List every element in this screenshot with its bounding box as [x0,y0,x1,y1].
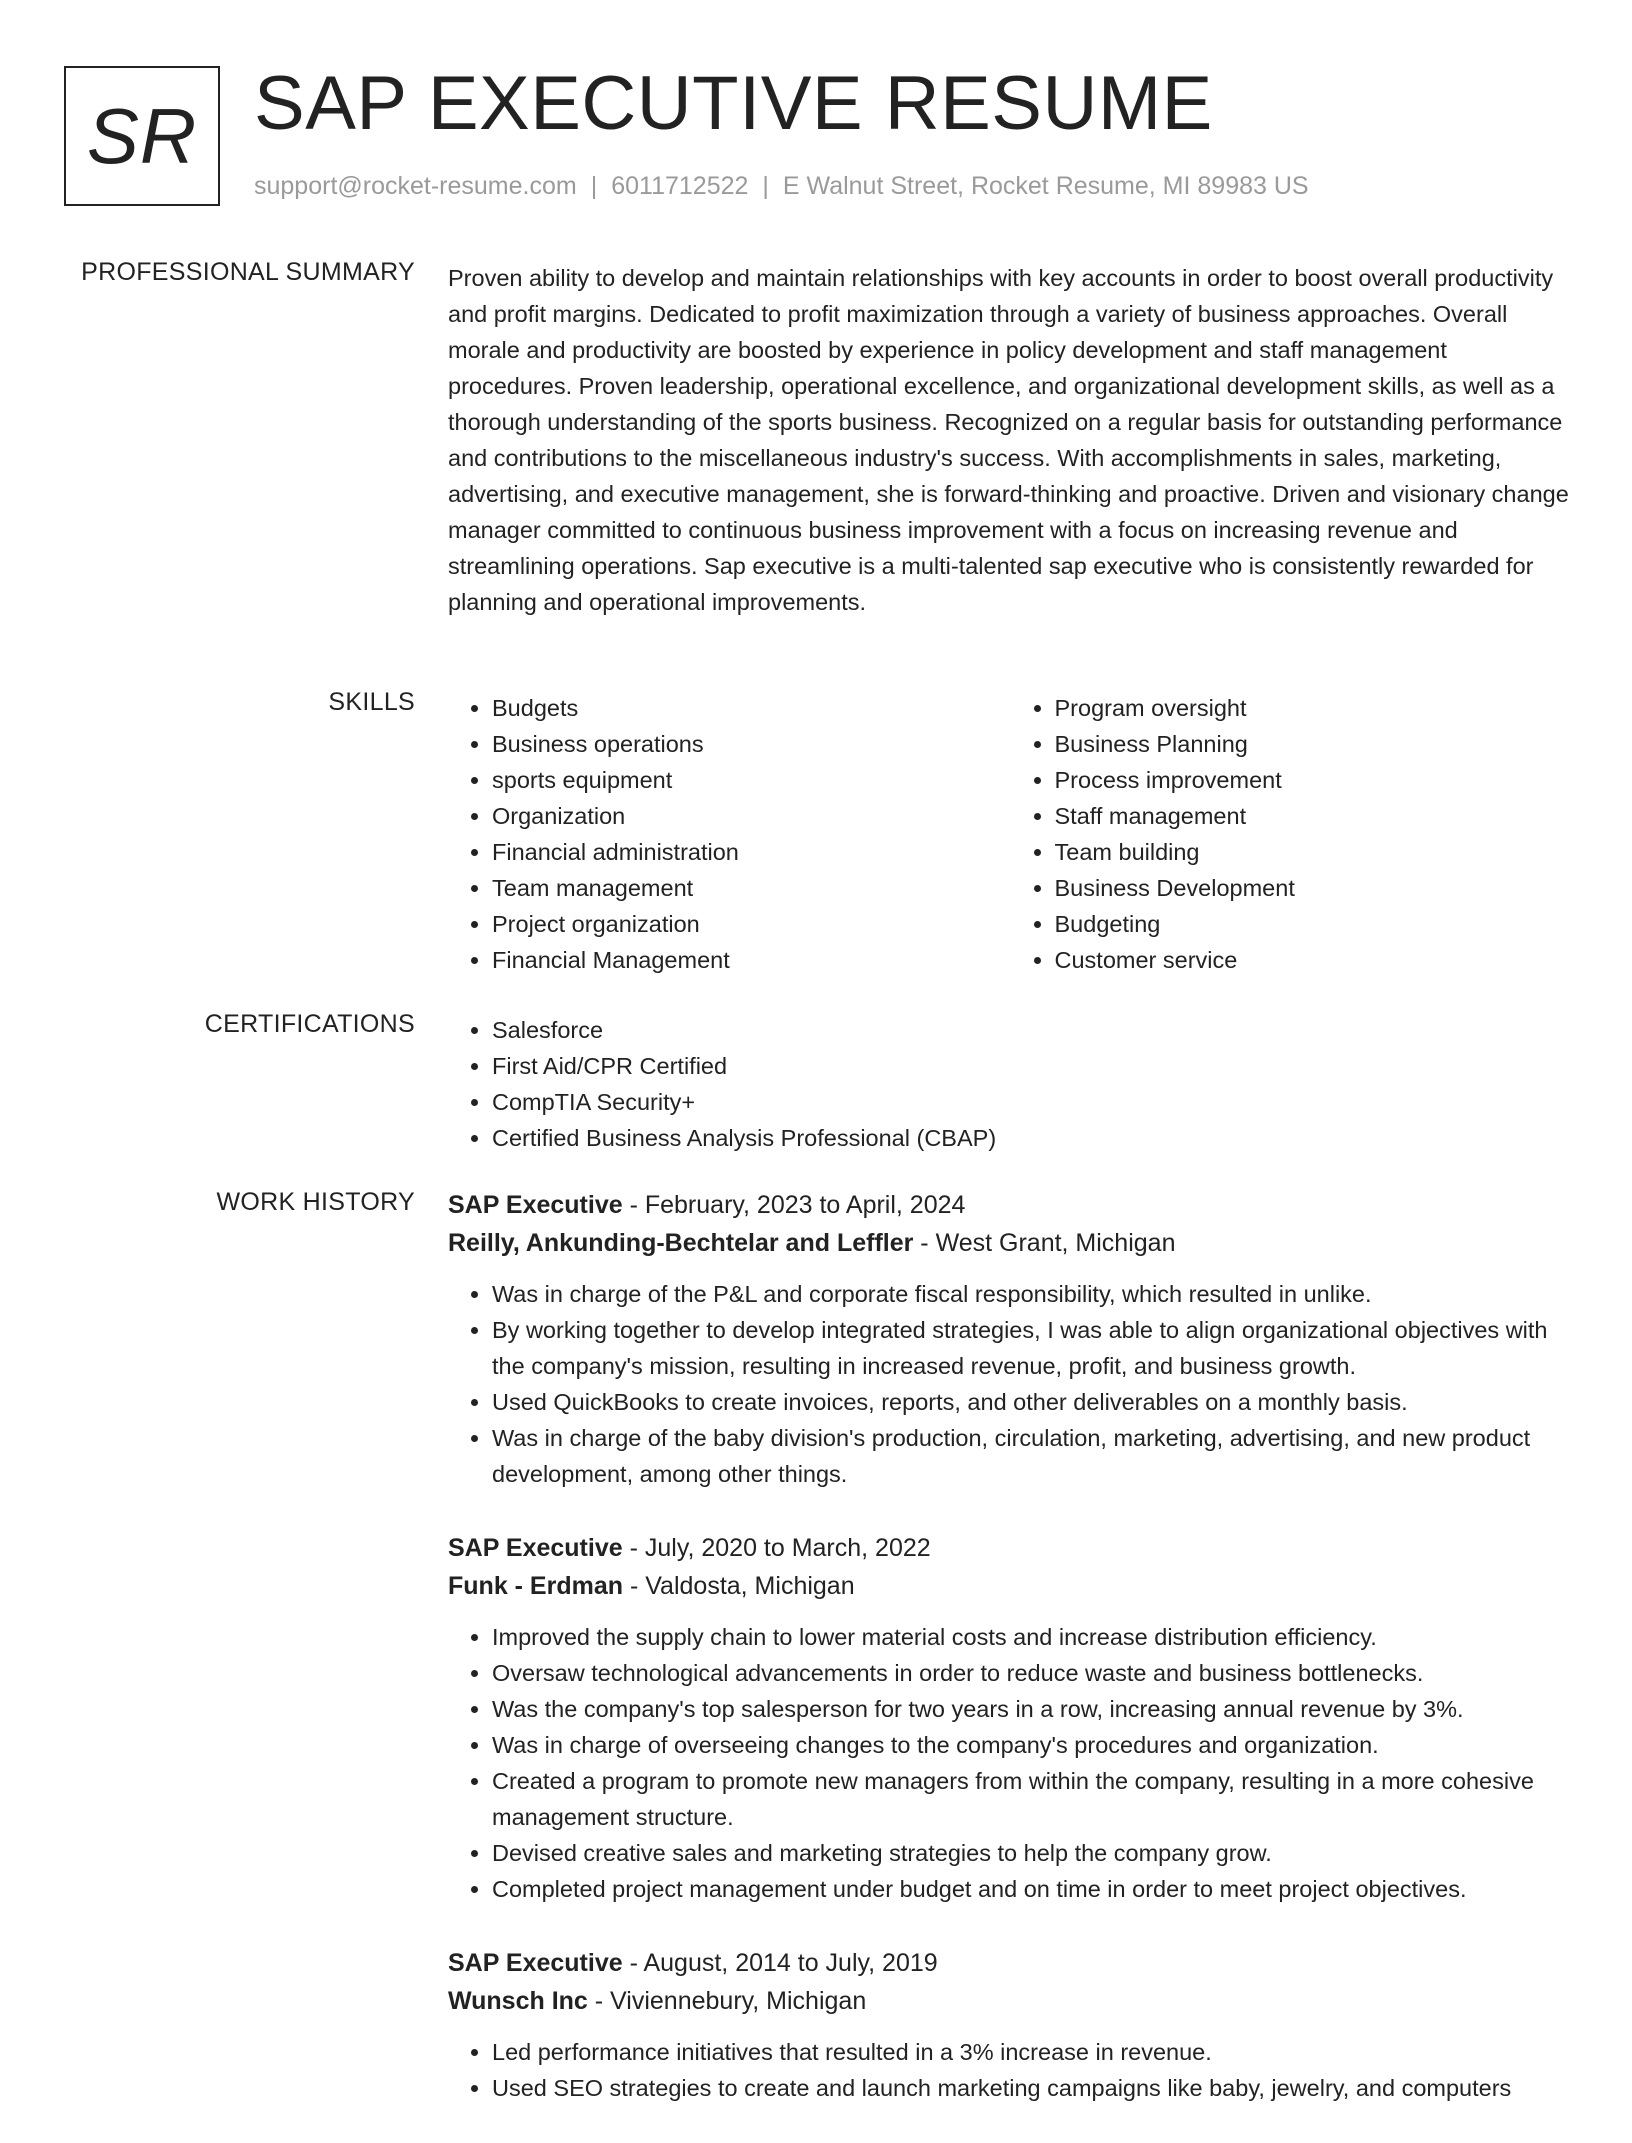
job-company-line [448,1982,1573,2020]
list-item: • Improved the supply chain to lower material costs and increase distribution efficiency. [492,1619,1573,1655]
section-heading-summary: PROFESSIONAL SUMMARY [81,258,415,286]
list-item: • Certified Business Analysis Professional (CBAP) [492,1120,1573,1156]
job-title-line [448,1944,1573,1982]
job-entry [448,1186,1573,1492]
list-item: • Program oversight [1055,690,1574,726]
work-history-body [448,1186,1573,2143]
list-item: • Led performance initiatives that resulted in a 3% increase in revenue. [492,2034,1573,2070]
summary-body [448,260,1573,620]
list-item: • Created a program to promote new managers from within the company, resulting in a more cohesive management structure. [492,1763,1573,1835]
list-item: • Oversaw technological advancements in order to reduce waste and business bottlenecks. [492,1655,1573,1691]
skills-column-1 [448,690,1011,978]
resume-header [64,61,1564,211]
list-item: • Staff management [1055,798,1574,834]
job-company: Reilly, Ankunding-Bechtelar and Leffler [448,1229,914,1257]
contact-phone: 6011712522 [611,172,749,200]
job-company-line [448,1224,1573,1262]
list-item: • Was in charge of overseeing changes to the company's procedures and organization. [492,1727,1573,1763]
certifications-body [448,1012,1573,1156]
list-item: • Was in charge of the baby division's production, circulation, marketing, advertising, and new product development, among other things. [492,1420,1573,1492]
list-item: • First Aid/CPR Certified [492,1048,1573,1084]
job-location: - West Grant, Michigan [913,1229,1176,1257]
resume-title: SAP EXECUTIVE RESUME [254,61,1213,146]
list-item: • Business operations [492,726,1011,762]
list-item: • Completed project management under budget and on time in order to meet project objectives. [492,1871,1573,1907]
monogram-logo: SR [64,66,220,206]
list-item: • Financial administration [492,834,1011,870]
list-item: • Organization [492,798,1011,834]
list-item: • Financial Management [492,942,1011,978]
job-bullets [448,1276,1573,1492]
list-item: • Devised creative sales and marketing strategies to help the company grow. [492,1835,1573,1871]
list-item: • Was in charge of the P&L and corporate fiscal responsibility, which resulted in unlike. [492,1276,1573,1312]
job-dates: - August, 2014 to July, 2019 [622,1949,938,1977]
list-item: • CompTIA Security+ [492,1084,1573,1120]
job-title: SAP Executive [448,1949,623,1977]
job-title-line [448,1186,1573,1224]
contact-email: support@rocket-resume.com [254,172,577,200]
job-title: SAP Executive [448,1534,623,1562]
section-heading-skills: SKILLS [328,688,415,716]
job-entry [448,1529,1573,1907]
contact-separator: | [762,172,769,200]
list-item: • Business Development [1055,870,1574,906]
list-item: • Used QuickBooks to create invoices, reports, and other deliverables on a monthly basis. [492,1384,1573,1420]
job-title: SAP Executive [448,1191,623,1219]
list-item: • By working together to develop integrated strategies, I was able to align organizational objectives with the company's mission, resulting in increased revenue, profit, and business growth. [492,1312,1573,1384]
list-item: • Budgets [492,690,1011,726]
list-item: • Process improvement [1055,762,1574,798]
list-item: • Salesforce [492,1012,1573,1048]
contact-line [254,172,1309,201]
job-entry [448,1944,1573,2106]
list-item: • Team building [1055,834,1574,870]
contact-separator: | [590,172,598,200]
job-dates: - July, 2020 to March, 2022 [622,1534,931,1562]
section-heading-certifications: CERTIFICATIONS [204,1010,415,1038]
list-item: • Project organization [492,906,1011,942]
section-heading-work-history: WORK HISTORY [216,1188,415,1216]
job-bullets [448,2034,1573,2106]
list-item: • Budgeting [1055,906,1574,942]
job-company-line [448,1567,1573,1605]
contact-address: E Walnut Street, Rocket Resume, MI 89983 US [782,172,1309,200]
summary-paragraph: Proven ability to develop and maintain relationships with key accounts in order to boost overall productivity and profit margins. Dedicated to profit maximization through a variety of business approaches. Overall morale and productivity are boosted by experience in policy development and staff management procedures. Proven leadership, operational excellence, and organizational development skills, as well as a thorough understanding of the sports business. Recognized on a regular basis for outstanding performance and contributions to the miscellaneous industry's success. With accomplishments in sales, marketing, advertising, and executive management, she is forward-thinking and proactive. Driven and visionary change manager committed to continuous business improvement with a focus on increasing revenue and streamlining operations. Sap executive is a multi-talented sap executive who is consistently rewarded for planning and operational improvements. [448,265,1569,615]
list-item: • Team management [492,870,1011,906]
job-dates: - February, 2023 to April, 2024 [622,1191,966,1219]
list-item: • Customer service [1055,942,1574,978]
skills-grid [448,690,1573,978]
list-item: • Used SEO strategies to create and launch marketing campaigns like baby, jewelry, and computers [492,2070,1573,2106]
job-company: Wunsch Inc [448,1987,588,2015]
job-location: - Valdosta, Michigan [623,1572,855,1600]
skills-column-2 [1011,690,1574,978]
certifications-list [448,1012,1573,1156]
job-location: - Viviennebury, Michigan [587,1987,867,2015]
job-company: Funk - Erdman [448,1572,624,1600]
list-item: • Business Planning [1055,726,1574,762]
skills-body [448,690,1573,978]
job-title-line [448,1529,1573,1567]
job-bullets [448,1619,1573,1907]
list-item: • Was the company's top salesperson for two years in a row, increasing annual revenue by 3%. [492,1691,1573,1727]
list-item: • sports equipment [492,762,1011,798]
